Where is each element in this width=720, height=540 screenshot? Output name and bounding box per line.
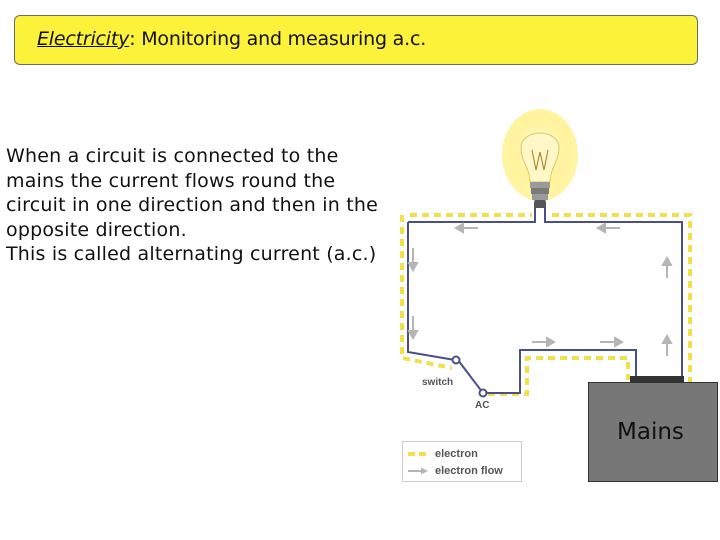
arrow-right-icon (407, 467, 429, 475)
legend-electron-flow-label: electron flow (435, 465, 503, 477)
electron-swatch-icon (407, 450, 429, 458)
title-subject: Electricity (37, 28, 130, 50)
legend-electron-label: electron (435, 448, 478, 460)
legend (402, 441, 522, 482)
electron-flow-arrows (409, 224, 671, 356)
title-topic: Monitoring and measuring a.c. (141, 28, 427, 50)
paragraph-1: When a circuit is connected to the mains the current flows round the circuit in one direction and then in the opposite direction. (6, 145, 379, 241)
mains-label: Mains (617, 419, 684, 445)
switch-label: switch (422, 377, 454, 388)
switch-contact-bottom (480, 390, 487, 397)
legend-row-electron (407, 447, 478, 461)
mains-box (588, 382, 718, 482)
light-bulb-icon (502, 109, 578, 208)
legend-row-electron-flow (407, 464, 503, 478)
circuit-wires (408, 206, 682, 393)
switch-contact-top (453, 357, 460, 364)
electron-path (402, 215, 690, 394)
ac-label: AC (475, 400, 490, 411)
title-separator: : (129, 28, 142, 50)
paragraph-2: This is called alternating current (a.c.) (6, 243, 377, 265)
